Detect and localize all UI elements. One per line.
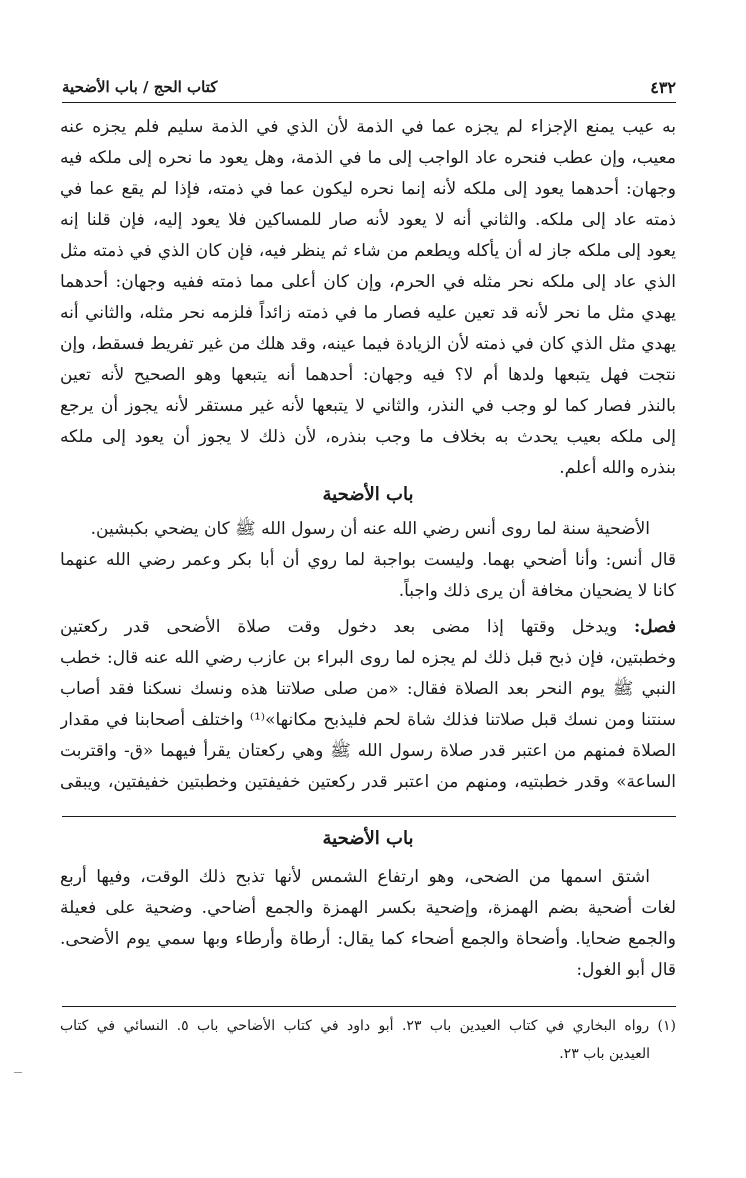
text-line: الصلاة فمنهم من اعتبر قدر صلاة رسول الله ﷺ وهي ركعتان يقرأ فيهما «ق- واقتربت [60, 741, 676, 761]
text-line [60, 612, 676, 643]
commentary-heading: باب الأضحية [322, 828, 414, 849]
text-line: نتجت فهل يتبعها ولدها أم لا؟ فيه وجهان: أحدهما أنه يتبعها وهو الصحيح لأنه تعين [60, 365, 676, 385]
footnote [60, 1012, 676, 1068]
section-heading: باب الأضحية [322, 484, 414, 505]
margin-mark [14, 1072, 22, 1073]
text-line: إلى ملكه بعيب يحدث به بخلاف ما وجب بنذره، لأن ذلك لا يجوز أن يعود إلى ملكه [60, 427, 676, 447]
fasl-text-block [60, 612, 676, 798]
running-title: كتاب الحج / باب الأضحية [62, 78, 218, 96]
text-line: معيب، وإن عطب فنحره عاد الواجب إلى ما في الذمة، وهل يعود ما نحره إلى ملكه فيه [60, 148, 676, 168]
text-line: به عيب يمنع الإجزاء لم يجزه عما في الذمة لأن الذي في الذمة سليم فلم يجزه عنه [60, 117, 676, 137]
text-line: يهدي مثل الذي كان في ذمته لأن الزيادة فيما عينه، وقد هلك من غير تفريط فسقط، وإن [60, 334, 676, 354]
commentary-divider [62, 816, 676, 817]
text-line: قال أبو الغول: [576, 960, 676, 980]
fasl-line-start: ويدخل وقتها إذا مضى بعد دخول وقت صلاة الأضحى قدر ركعتين [60, 617, 634, 637]
text-line: والجمع ضحايا. وأضحاة والجمع أضحاء كما يقال: أرطاة وأرطاء وبها سمي يوم الأضحى. [60, 929, 676, 949]
section-text-block [60, 514, 676, 607]
text-line: بنذره والله أعلم. [559, 458, 676, 478]
text-line: كانا لا يضحيان مخافة أن يرى ذلك واجباً. [398, 581, 676, 601]
text-line: قال أنس: وأنا أضحي بهما. وليست بواجبة لما روي أن أبا بكر وعمر رضي الله عنهما [60, 550, 676, 570]
text-line: وخطبتين، فإن ذبح قبل ذلك لم يجزه لما روى البراء بن عازب رضي الله عنه قال: خطب [60, 648, 676, 668]
fasl-label: فصل: [633, 617, 676, 637]
commentary-text-block [60, 862, 676, 986]
main-text-block [60, 112, 676, 484]
text-line: الأضحية سنة لما روى أنس رضي الله عنه أن رسول الله ﷺ كان يضحي بكبشين. [90, 519, 650, 539]
footnote-line: العيدين باب ٢٣. [559, 1046, 650, 1062]
footnote-line: (١) رواه البخاري في كتاب العيدين باب ٢٣. أبو داود في كتاب الأضاحي باب ٥. النسائي في كتاب [60, 1018, 676, 1034]
page-header [62, 72, 676, 103]
text-line: يهدي مثل ما نحر لأنه قد تعين عليه فصار ما في ذمته زائداً فلزمه نحر مثله، والثاني أنه [60, 303, 676, 323]
text-line: النبي ﷺ يوم النحر بعد الصلاة فقال: «من صلى صلاتنا هذه ونسك نسكنا فقد أصاب [60, 679, 676, 699]
text-line: سنتنا ومن نسك قبل صلاتنا فذلك شاة لحم فليذبح مكانها»⁽¹⁾ واختلف أصحابنا في مقدار [60, 710, 676, 730]
text-line: الذي عاد إلى ملكه نحر مثله في الحرم، وإن كان أعلى مما ذمته ففيه وجهان: أحدهما [60, 272, 676, 292]
text-line: اشتق اسمها من الضحى، وهو ارتفاع الشمس لأنها تذبح ذلك الوقت، وفيها أربع [60, 867, 650, 887]
text-line: بالنذر فصار كما لو وجب في النذر، والثاني لا يتبعها لأنه غير مستقر لأنه يجوز أن يرجع [60, 396, 676, 416]
text-line: وجهان: أحدهما يعود إلى ملكه لأنه إنما نحره ليكون عما في ذمته، فإذا لم يقع عما في [60, 179, 676, 199]
text-line: يعود إلى ملكه جاز له أن يأكله ويطعم من شاء ثم ينظر فيه، فإن كان الذي في ذمته مثل [60, 241, 676, 261]
text-line: لغات أضحية بضم الهمزة، وإضحية بكسر الهمزة والجمع أضاحي. وضحية على فعيلة [60, 898, 676, 918]
text-line: الساعة» وقدر خطبتيه، ومنهم من اعتبر قدر ركعتين خفيفتين وخطبتين خفيفتين، ويبقى [60, 772, 676, 792]
page-number: ٤٣٢ [650, 78, 676, 97]
footnote-rule [62, 1006, 676, 1007]
text-line: ذمته عاد إلى ملكه. والثاني أنه لا يعود لأنه صار للمساكين فلا يعود إليه، فإن قلنا إنه [60, 210, 676, 230]
